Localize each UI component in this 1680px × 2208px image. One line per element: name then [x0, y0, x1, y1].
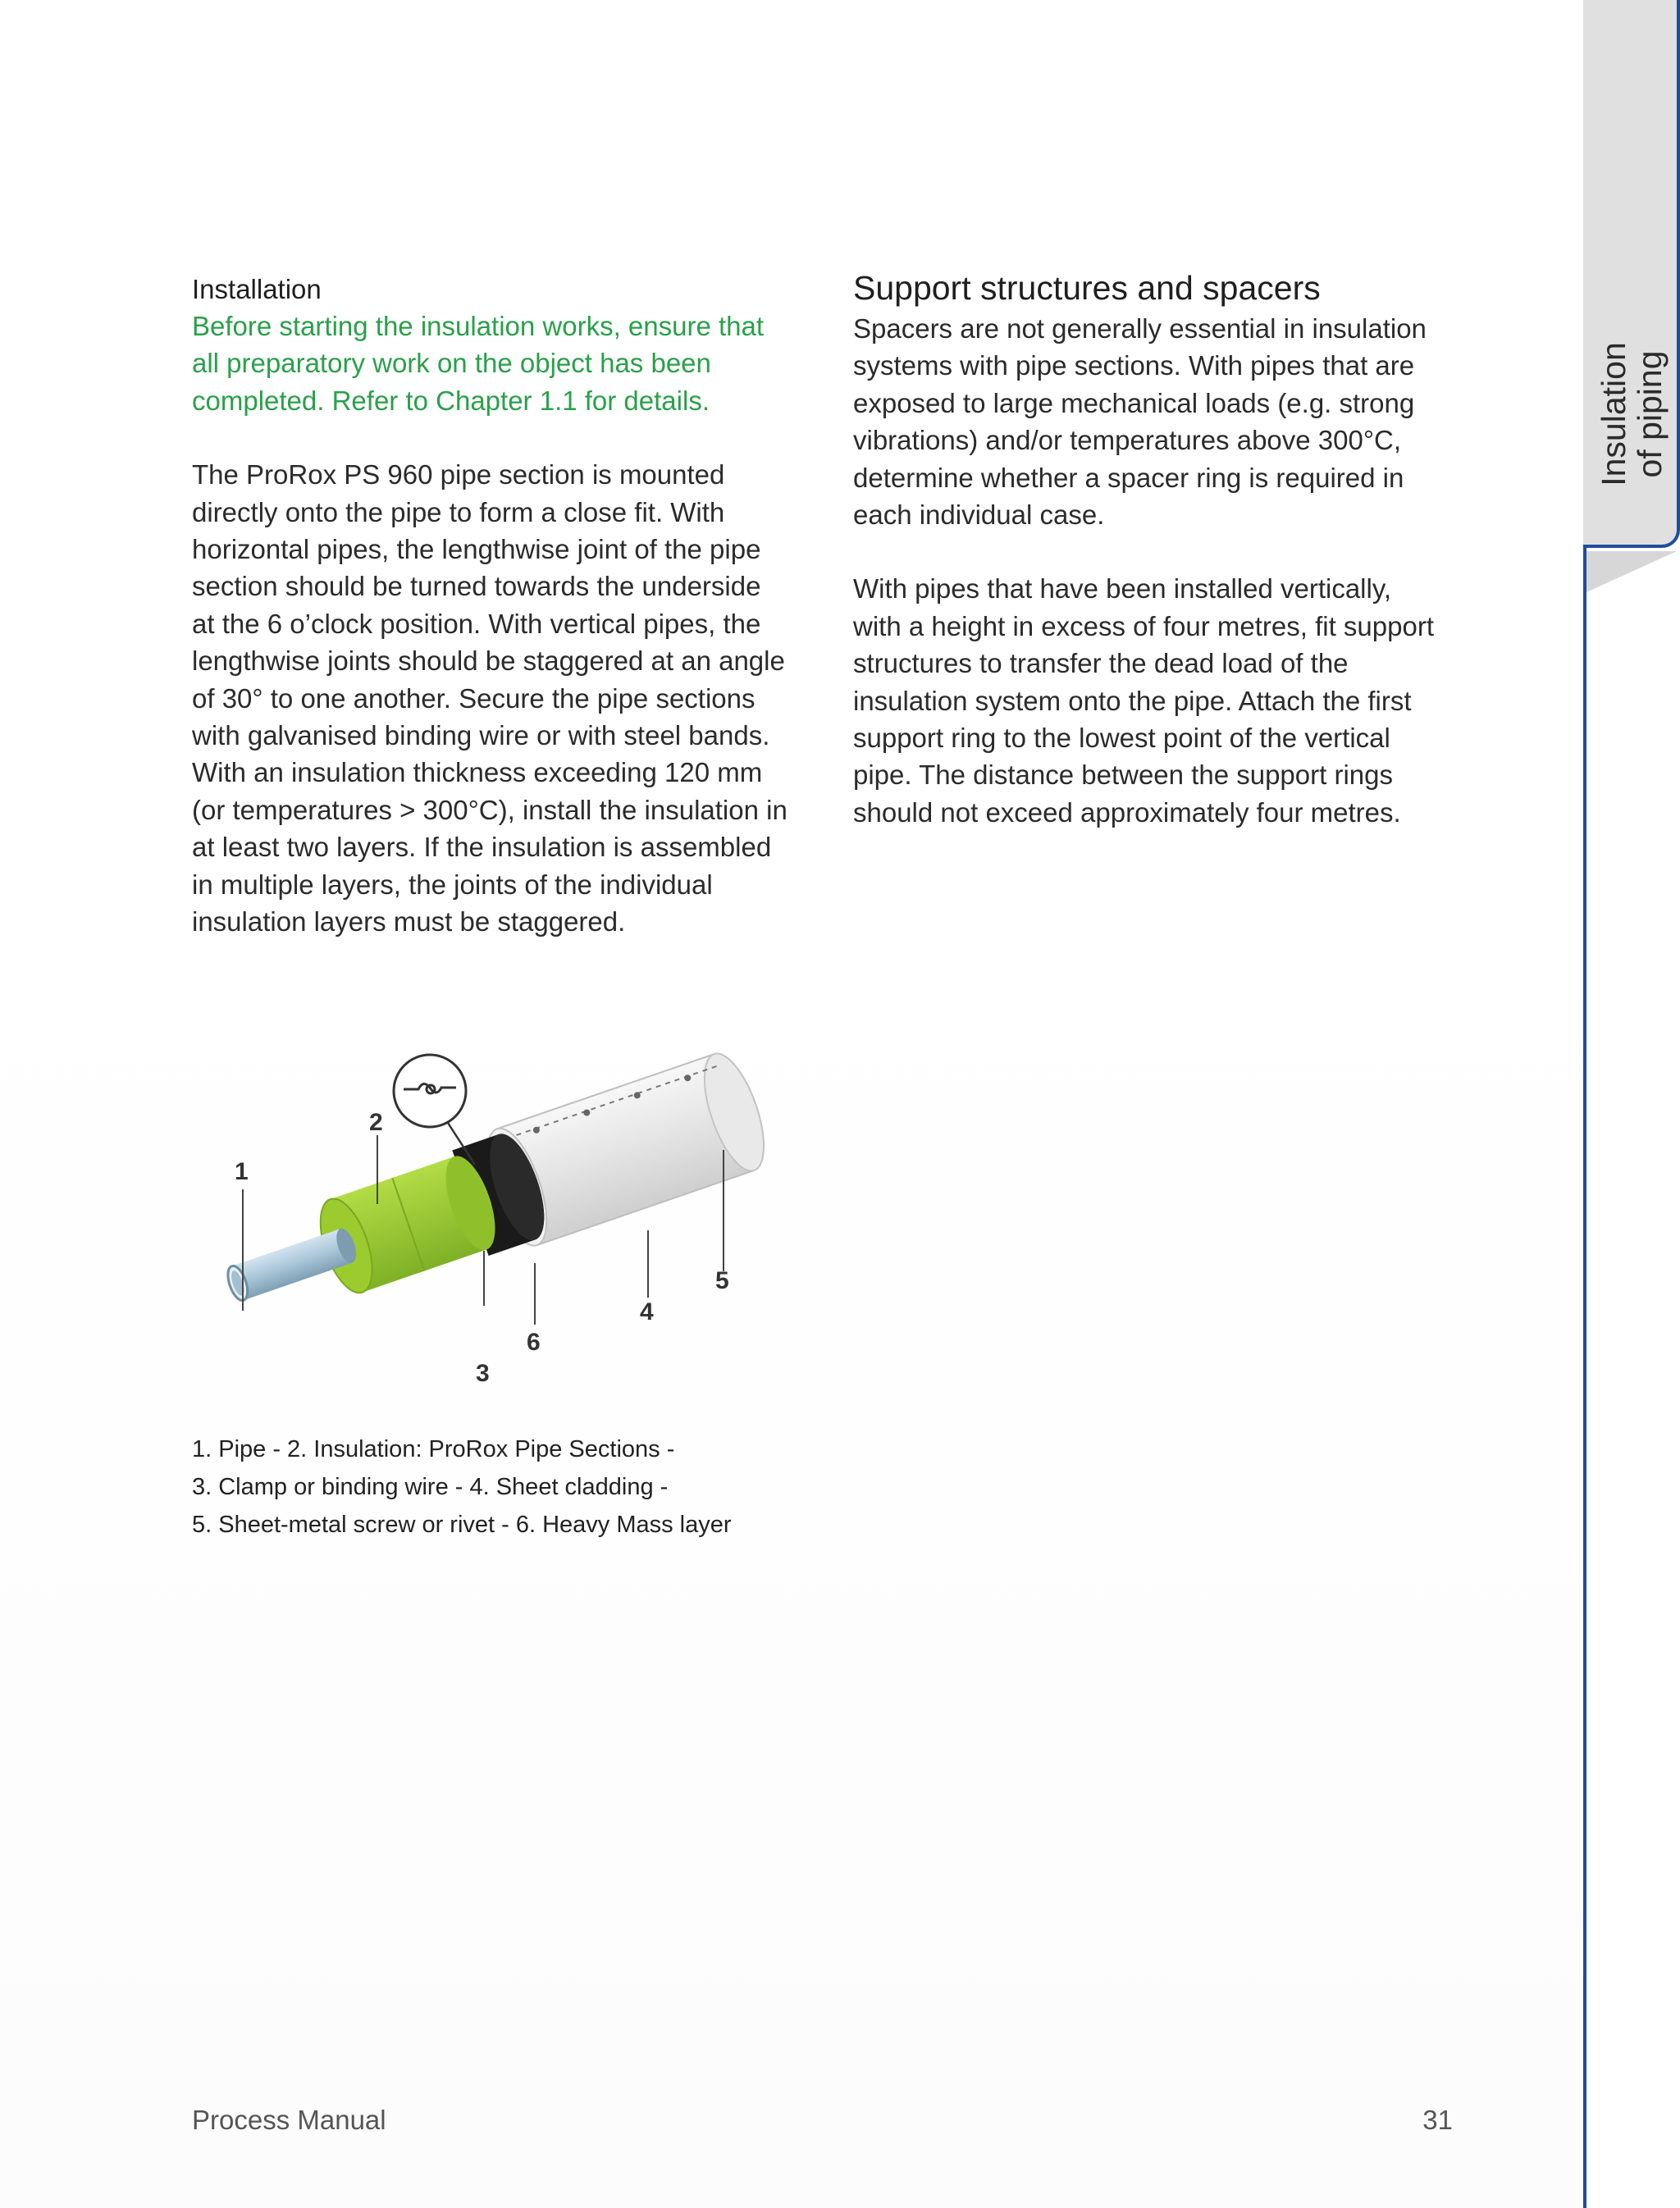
- body-line: of 30° to one another. Secure the pipe sections: [192, 682, 756, 714]
- tab-fold-shadow: [1586, 551, 1677, 592]
- body-line: systems with pipe sections. With pipes that are: [853, 350, 1415, 381]
- right-column: [853, 267, 1493, 831]
- left-column: [192, 271, 815, 941]
- body-line: (or temperatures > 300°C), install the insulation in: [192, 794, 788, 825]
- body-line: Spacers are not generally essential in insulation: [853, 313, 1427, 344]
- body-line: each individual case.: [853, 500, 1105, 531]
- note-line: all preparatory work on the object has been: [192, 348, 711, 379]
- body-line: structures to transfer the dead load of the: [853, 648, 1349, 679]
- pipe-insulation-diagram: [192, 1001, 799, 1411]
- body-line: pipe. The distance between the support rings: [853, 760, 1393, 791]
- body-line: with galvanised binding wire or with steel bands.: [192, 720, 770, 751]
- preparatory-note: [192, 308, 815, 419]
- body-line: insulation system onto the pipe. Attach the first: [853, 685, 1412, 716]
- footer-title: Process Manual: [192, 2105, 386, 2135]
- detail-callout-circle: [394, 1055, 466, 1127]
- note-line: Before starting the insulation works, ensure that: [192, 311, 765, 341]
- spacers-paragraph: [853, 310, 1493, 533]
- body-line: The ProRox PS 960 pipe section is mounted: [192, 459, 725, 490]
- body-line: at the 6 o’clock position. With vertical pipes, the: [192, 608, 761, 639]
- figure-caption: [192, 1430, 930, 1544]
- page-number: 31: [1422, 2105, 1453, 2135]
- body-line: determine whether a spacer ring is required in: [853, 462, 1404, 493]
- body-line: exposed to large mechanical loads (e.g. strong: [853, 387, 1415, 418]
- body-line: horizontal pipes, the lengthwise joint of the pipe: [192, 534, 761, 565]
- caption-line: 1. Pipe - 2. Insulation: ProRox Pipe Sections -: [192, 1436, 675, 1462]
- installation-heading: Installation: [192, 274, 322, 304]
- chapter-tab-label: [1596, 342, 1668, 486]
- caption-line: 3. Clamp or binding wire - 4. Sheet cladding -: [192, 1474, 669, 1500]
- note-line: completed. Refer to Chapter 1.1 for details.: [192, 385, 710, 416]
- support-heading: Support structures and spacers: [853, 269, 1321, 307]
- body-line: With pipes that have been installed vertically,: [853, 573, 1392, 604]
- label-3: 3: [476, 1360, 490, 1387]
- chapter-tab-line2: of piping: [1631, 350, 1669, 478]
- caption-line: 5. Sheet-metal screw or rivet - 6. Heavy Mass layer: [192, 1512, 732, 1538]
- body-line: With an insulation thickness exceeding 120 mm: [192, 757, 763, 788]
- body-line: in multiple layers, the joints of the individual: [192, 869, 713, 900]
- body-line: lengthwise joints should be staggered at an angle: [192, 646, 785, 677]
- label-2: 2: [369, 1109, 383, 1136]
- body-line: section should be turned towards the underside: [192, 571, 761, 602]
- support-rings-paragraph: [853, 570, 1493, 831]
- body-line: at least two layers. If the insulation is assembled: [192, 832, 772, 863]
- chapter-tab-line1: Insulation: [1595, 342, 1632, 486]
- body-line: support ring to the lowest point of the vertical: [853, 723, 1390, 754]
- body-line: vibrations) and/or temperatures above 300°C,: [853, 425, 1402, 456]
- pipe: [232, 1229, 353, 1300]
- installation-body: [192, 456, 815, 940]
- body-line: with a height in excess of four metres, fit support: [853, 610, 1435, 641]
- body-line: insulation layers must be staggered.: [192, 906, 626, 937]
- label-4: 4: [640, 1298, 654, 1325]
- label-5: 5: [715, 1267, 729, 1294]
- body-line: directly onto the pipe to form a close fit. With: [192, 496, 725, 527]
- label-1: 1: [235, 1158, 249, 1185]
- body-line: should not exceed approximately four metres.: [853, 796, 1401, 828]
- label-6: 6: [527, 1329, 541, 1356]
